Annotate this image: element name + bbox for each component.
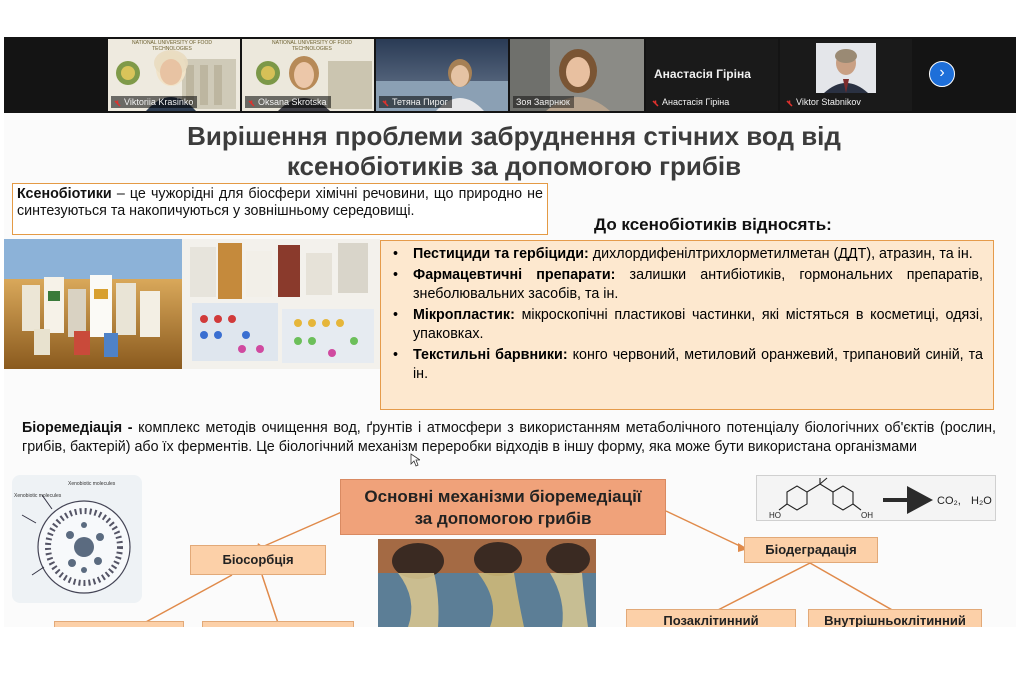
cell-label-top: Xenobiotic molecules <box>68 481 116 487</box>
cell-label-side: Xenobiotic molecules <box>14 493 62 499</box>
mouse-cursor-icon <box>410 453 420 467</box>
participant-name: Анастасія Гіріна <box>649 96 733 108</box>
mic-muted-icon <box>652 99 659 106</box>
participant-tile[interactable] <box>646 39 778 111</box>
mic-muted-icon <box>786 99 793 106</box>
participant-tile-active-speaker[interactable] <box>510 39 644 111</box>
svg-text:OH: OH <box>861 511 873 520</box>
reaction-product-h2o: H₂O <box>971 495 992 507</box>
diagram-node-child <box>54 621 184 627</box>
mic-muted-icon <box>114 99 121 106</box>
xenobiotics-list <box>387 245 983 385</box>
diagram-node-intracellular: Внутрішньоклітинний <box>808 609 982 627</box>
participant-tile[interactable] <box>780 39 912 111</box>
participant-name: Viktor Stabnikov <box>783 96 865 108</box>
definition-term: Ксенобіотики <box>17 186 112 202</box>
logo-text: NATIONAL UNIVERSITY OF FOOD TECHNOLOGIES <box>132 40 212 52</box>
pharmaceuticals-image <box>182 239 380 369</box>
participant-tile[interactable] <box>242 39 374 111</box>
participant-display-name: Анастасія Гіріна <box>654 67 751 81</box>
xenobiotics-list-box <box>380 240 994 410</box>
list-item: • Текстильні барвники: конго червоний, метиловий оранжевий, трипановий синій, та ін. <box>413 346 983 385</box>
definition-box <box>12 183 548 235</box>
participant-tile[interactable] <box>108 39 240 111</box>
mic-muted-icon <box>382 99 389 106</box>
diagram-node-extracellular: Позаклітинний <box>626 609 796 627</box>
mic-muted-icon <box>248 99 255 106</box>
degradation-reaction-image <box>756 475 996 521</box>
slide-title: Вирішення проблеми забруднення стічних вод від ксенобіотиків за допомогою грибів <box>187 121 841 181</box>
wastewater-pipes-image <box>378 539 596 627</box>
participant-name: Тетяна Пирог <box>379 96 452 108</box>
chevron-right-icon[interactable]: › <box>929 61 955 87</box>
list-item: • Фармацевтичні препарати: залишки антибіотиків, гормональних препаратів, знеболювальних засобів, та ін. <box>413 266 983 305</box>
list-item: • Пестициди та гербіциди: дихлордифенілтрихлорметилметан (ДДТ), атразин, та ін. <box>413 245 983 265</box>
diagram-main-node: Основні механізми біоремедіації за допомогою грибів <box>340 479 666 535</box>
bioremediation-paragraph: Біоремедіація - комплекс методів очищення вод, ґрунтів і атмосфери з використанням метаболічного потенціалу біологічних об'єктів (рослин, грибів, бактерій) або їх ферментів. Це біологічний механізм переробки відходів в іншу форму, яка може бути використана організмами <box>22 420 997 455</box>
participant-strip <box>4 37 1016 113</box>
diagram-node-biosorption: Біосорбція <box>190 545 326 575</box>
diagram-node-child <box>202 621 354 627</box>
participant-name: Oksana Skrotska <box>245 96 331 108</box>
logo-text: NATIONAL UNIVERSITY OF FOOD TECHNOLOGIES <box>272 40 352 52</box>
pesticides-image <box>4 239 182 369</box>
participant-tile[interactable] <box>376 39 508 111</box>
svg-text:HO: HO <box>769 511 781 520</box>
video-feed <box>816 43 876 93</box>
reaction-product-co2: CO₂, <box>937 495 961 507</box>
fungal-cell-illustration <box>12 475 142 603</box>
reaction-diagram <box>757 476 997 522</box>
diagram-node-biodegradation: Біодеградація <box>744 537 878 563</box>
list-heading: До ксенобіотиків відносять: <box>594 215 832 234</box>
participant-name: Зоя Заярнюк <box>513 96 574 108</box>
shared-slide <box>4 113 1016 627</box>
list-item: • Мікропластик: мікроскопічні пластикові частинки, які містяться в косметиці, одязі, упаковках. <box>413 306 983 345</box>
participant-name: Viktoriia Krasinko <box>111 96 197 108</box>
definition-text: – це чужорідні для біосфери хімічні речовини, що природно не синтезуються та накопичуються у зовнішньому середовищі. <box>17 186 543 219</box>
